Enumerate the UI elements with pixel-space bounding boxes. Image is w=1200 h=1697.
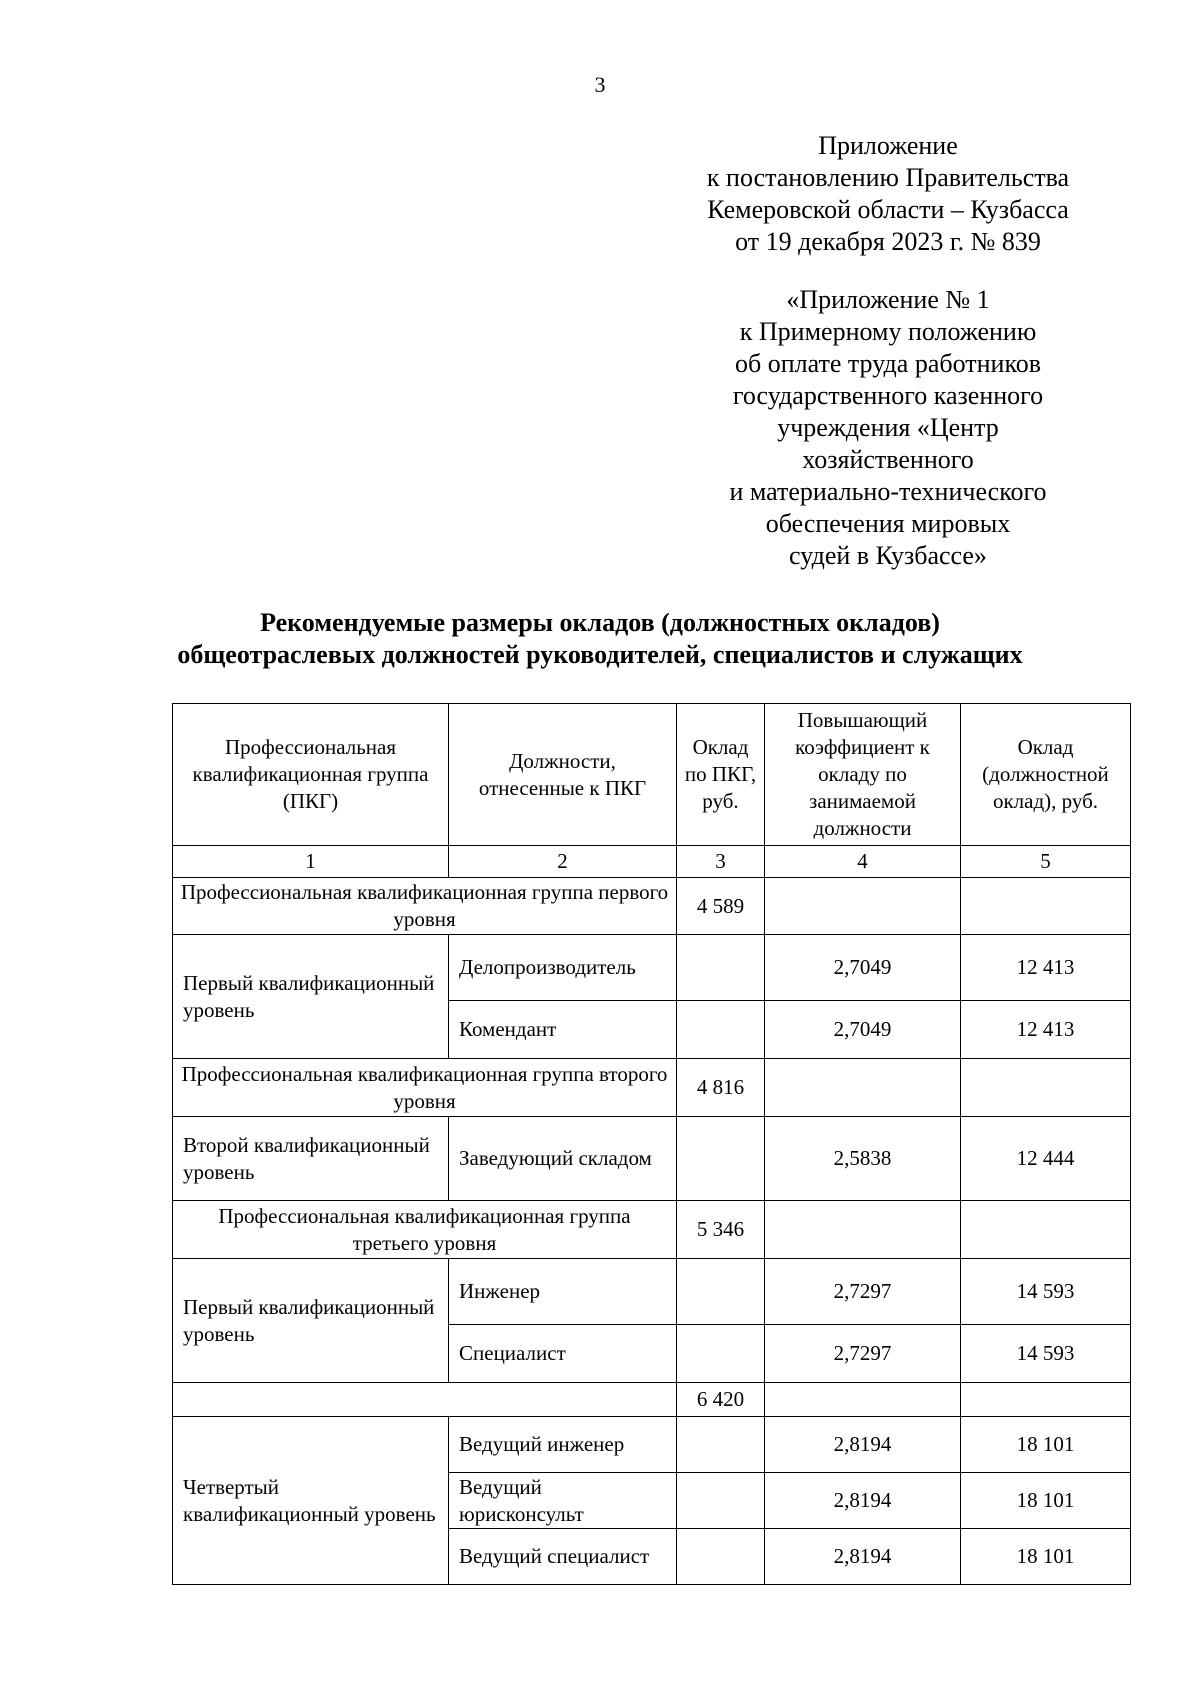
group-salary: 6 420 (677, 1383, 765, 1417)
salary-table (172, 703, 1131, 1585)
empty-cell (765, 1201, 961, 1259)
coefficient: 2,7049 (765, 935, 961, 1001)
empty-cell (765, 878, 961, 935)
qualification-level: Четвертый квалификационный уровень (173, 1417, 449, 1585)
group-row (173, 878, 1131, 935)
annex-line: учреждения «Центр (777, 413, 999, 442)
header-line: от 19 декабря 2023 г. № 839 (735, 227, 1041, 256)
column-numbers-row (173, 846, 1131, 878)
annex-header (618, 284, 1158, 572)
group-title: Профессиональная квалификационная группа третьего уровня (173, 1201, 677, 1259)
header-line: Кемеровской области – Кузбасса (707, 195, 1069, 224)
salary-value: 12 444 (961, 1117, 1131, 1201)
salary-value: 12 413 (961, 1001, 1131, 1059)
empty-cell (765, 1059, 961, 1117)
empty-cell (677, 1417, 765, 1473)
empty-cell (677, 1259, 765, 1325)
coefficient: 2,8194 (765, 1417, 961, 1473)
empty-cell (677, 1529, 765, 1585)
table-header-row (173, 704, 1131, 846)
title-line: общеотраслевых должностей руководителей, специалистов и служащих (177, 640, 1023, 669)
coefficient: 2,7297 (765, 1325, 961, 1383)
empty-cell (677, 1473, 765, 1529)
salary-value: 14 593 (961, 1259, 1131, 1325)
column-number: 5 (961, 846, 1131, 878)
document-title (0, 607, 1200, 671)
position-name: Инженер (449, 1259, 677, 1325)
header-positions: Должности, отнесенные к ПКГ (449, 704, 677, 846)
column-number: 1 (173, 846, 449, 878)
salary-value: 18 101 (961, 1529, 1131, 1585)
position-name: Ведущий юрисконсульт (449, 1473, 677, 1529)
table-row (173, 935, 1131, 1001)
group-salary: 4 816 (677, 1059, 765, 1117)
empty-cell (961, 1201, 1131, 1259)
group-row (173, 1383, 1131, 1417)
coefficient: 2,7049 (765, 1001, 961, 1059)
coefficient: 2,8194 (765, 1473, 961, 1529)
table-row (173, 1259, 1131, 1325)
annex-line: и материально-технического (729, 477, 1047, 506)
annex-line: судей в Кузбассе» (789, 541, 987, 570)
position-name: Делопроизводитель (449, 935, 677, 1001)
header-line: к постановлению Правительства (706, 163, 1070, 192)
coefficient: 2,7297 (765, 1259, 961, 1325)
annex-line: «Приложение № 1 (786, 285, 990, 314)
position-name: Специалист (449, 1325, 677, 1383)
header-pkg-salary: Оклад по ПКГ, руб. (677, 704, 765, 846)
column-number: 2 (449, 846, 677, 878)
empty-cell (961, 1383, 1131, 1417)
group-title: Профессиональная квалификационная группа второго уровня (173, 1059, 677, 1117)
annex-line: хозяйственного (802, 445, 974, 474)
salary-value: 18 101 (961, 1417, 1131, 1473)
header-pkg: Профессиональная квалификационная группа (ПКГ) (173, 704, 449, 846)
annex-line: к Примерному положению (739, 317, 1037, 346)
empty-cell (677, 935, 765, 1001)
empty-cell (677, 1001, 765, 1059)
position-name: Комендант (449, 1001, 677, 1059)
empty-cell (961, 878, 1131, 935)
title-line: Рекомендуемые размеры окладов (должностных окладов) (260, 608, 940, 637)
header-salary: Оклад (должностной оклад), руб. (961, 704, 1131, 846)
group-salary: 5 346 (677, 1201, 765, 1259)
position-name: Ведущий инженер (449, 1417, 677, 1473)
group-row (173, 1201, 1131, 1259)
group-row (173, 1059, 1131, 1117)
annex-line: обеспечения мировых (765, 509, 1011, 538)
empty-cell (677, 1117, 765, 1201)
empty-cell (677, 1325, 765, 1383)
header-coefficient: Повышающий коэффициент к окладу по занимаемой должности (765, 704, 961, 846)
table-row (173, 1117, 1131, 1201)
annex-line: государственного казенного (732, 381, 1044, 410)
position-name: Заведующий складом (449, 1117, 677, 1201)
group-salary: 4 589 (677, 878, 765, 935)
salary-value: 14 593 (961, 1325, 1131, 1383)
group-title: Профессиональная квалификационная группа первого уровня (173, 878, 677, 935)
page-number: 3 (594, 72, 606, 97)
column-number: 4 (765, 846, 961, 878)
empty-cell (961, 1059, 1131, 1117)
qualification-level: Первый квалификационный уровень (173, 935, 449, 1059)
coefficient: 2,5838 (765, 1117, 961, 1201)
empty-cell (765, 1383, 961, 1417)
header-line: Приложение (818, 131, 958, 160)
table-row (173, 1417, 1131, 1473)
annex-line: об оплате труда работников (734, 349, 1042, 378)
position-name: Ведущий специалист (449, 1529, 677, 1585)
qualification-level: Второй квалификационный уровень (173, 1117, 449, 1201)
qualification-level: Первый квалификационный уровень (173, 1259, 449, 1383)
column-number: 3 (677, 846, 765, 878)
group-title (173, 1383, 677, 1417)
coefficient: 2,8194 (765, 1529, 961, 1585)
salary-value: 12 413 (961, 935, 1131, 1001)
salary-value: 18 101 (961, 1473, 1131, 1529)
approval-header (618, 130, 1158, 258)
